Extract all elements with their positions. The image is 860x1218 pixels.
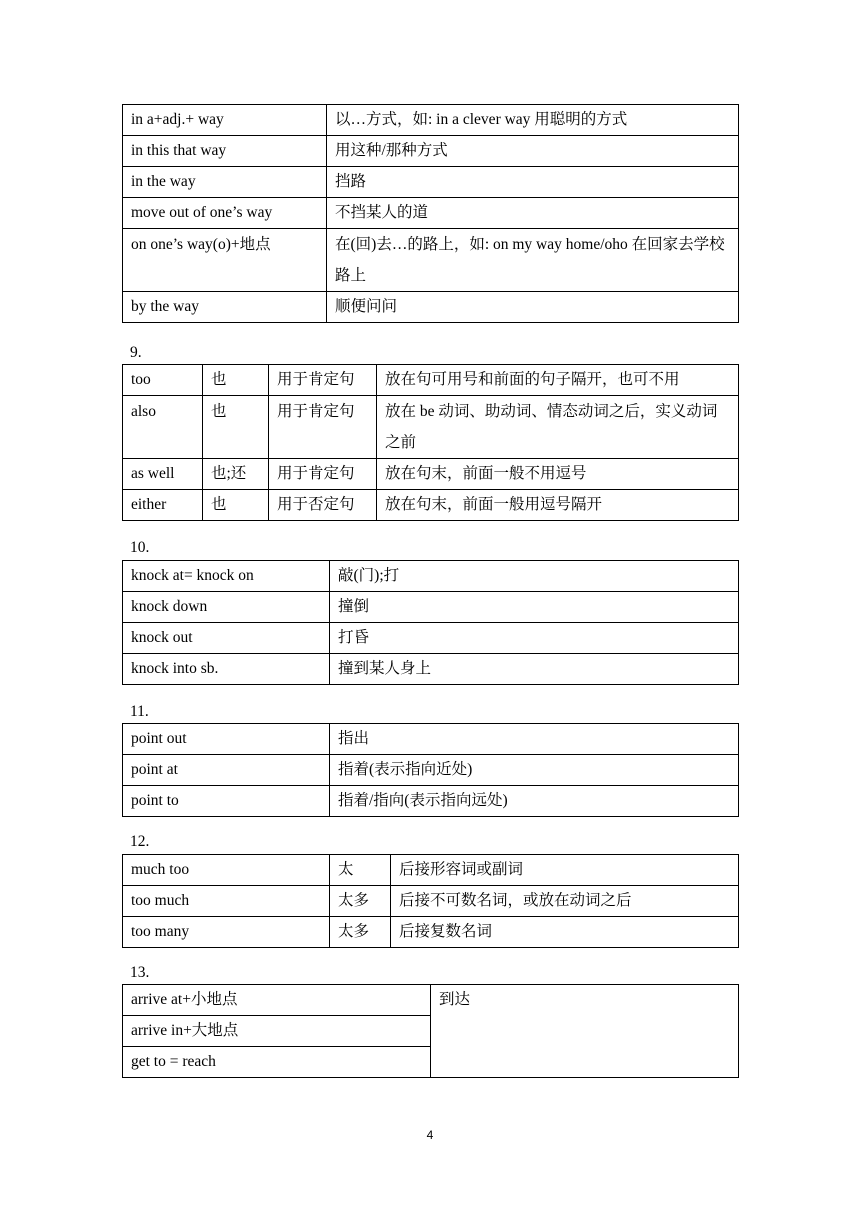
meaning-cell: 也 (203, 490, 269, 521)
term-cell: get to = reach (123, 1047, 431, 1078)
meaning-cell: 顺便问问 (327, 292, 739, 323)
term-cell: point at (123, 755, 330, 786)
usage-cell: 用于肯定句 (269, 459, 377, 490)
table-row (123, 917, 739, 948)
meaning-cell: 指出 (330, 724, 739, 755)
table-row (123, 490, 739, 521)
term-cell: also (123, 396, 203, 459)
note-cell: 放在句末，前面一般用逗号隔开 (377, 490, 739, 521)
section-number-9: 9. (130, 344, 142, 361)
table-point (122, 723, 739, 817)
section-number-10: 10. (130, 539, 150, 556)
table-knock (122, 560, 739, 685)
meaning-cell: 太多 (330, 886, 391, 917)
section-number-12: 12. (130, 833, 150, 850)
table-row (123, 229, 739, 292)
table-row (123, 855, 739, 886)
meaning-cell: 敲(门);打 (330, 561, 739, 592)
table-row (123, 985, 739, 1016)
term-cell: too (123, 365, 203, 396)
term-cell: on one’s way(o)+地点 (123, 229, 327, 292)
meaning-cell: 撞倒 (330, 592, 739, 623)
table-row (123, 167, 739, 198)
note-cell: 放在句末，前面一般不用逗号 (377, 459, 739, 490)
section-number-11: 11. (130, 703, 149, 720)
meaning-cell: 到达 (431, 985, 739, 1078)
usage-cell: 用于肯定句 (269, 396, 377, 459)
usage-cell: 用于否定句 (269, 490, 377, 521)
term-cell: by the way (123, 292, 327, 323)
term-cell: arrive in+大地点 (123, 1016, 431, 1047)
table-way (122, 104, 739, 323)
table-row (123, 396, 739, 459)
meaning-cell: 也 (203, 396, 269, 459)
usage-cell: 用于肯定句 (269, 365, 377, 396)
table-row (123, 136, 739, 167)
table-row (123, 755, 739, 786)
term-cell: in the way (123, 167, 327, 198)
term-cell: knock into sb. (123, 654, 330, 685)
note-cell: 放在句可用号和前面的句子隔开，也可不用 (377, 365, 739, 396)
table-row (123, 561, 739, 592)
table-row (123, 654, 739, 685)
meaning-cell: 指着/指向(表示指向远处) (330, 786, 739, 817)
term-cell: too much (123, 886, 330, 917)
table-arrive (122, 984, 739, 1078)
page-number: 4 (426, 1128, 434, 1142)
meaning-cell: 挡路 (327, 167, 739, 198)
term-cell: as well (123, 459, 203, 490)
term-cell: in this that way (123, 136, 327, 167)
table-row (123, 365, 739, 396)
meaning-cell: 撞到某人身上 (330, 654, 739, 685)
note-cell: 后接复数名词 (391, 917, 739, 948)
term-cell: knock at= knock on (123, 561, 330, 592)
table-row (123, 886, 739, 917)
table-much-many (122, 854, 739, 948)
term-cell: point to (123, 786, 330, 817)
meaning-cell: 指着(表示指向近处) (330, 755, 739, 786)
term-cell: point out (123, 724, 330, 755)
table-row (123, 786, 739, 817)
term-cell: either (123, 490, 203, 521)
table-row (123, 724, 739, 755)
term-cell: arrive at+小地点 (123, 985, 431, 1016)
note-cell: 放在 be 动词、助动词、情态动词之后，实义动词之前 (377, 396, 739, 459)
meaning-cell: 用这种/那种方式 (327, 136, 739, 167)
meaning-cell: 也 (203, 365, 269, 396)
meaning-cell: 打昏 (330, 623, 739, 654)
meaning-cell: 太多 (330, 917, 391, 948)
table-row (123, 592, 739, 623)
table-row (123, 105, 739, 136)
meaning-cell: 以…方式，如: in a clever way 用聪明的方式 (327, 105, 739, 136)
table-row (123, 198, 739, 229)
table-also-too (122, 364, 739, 521)
meaning-cell: 在(回)去…的路上，如: on my way home/oho 在回家去学校路上 (327, 229, 739, 292)
term-cell: in a+adj.+ way (123, 105, 327, 136)
meaning-cell: 也;还 (203, 459, 269, 490)
table-row (123, 623, 739, 654)
meaning-cell: 太 (330, 855, 391, 886)
term-cell: knock out (123, 623, 330, 654)
table-row (123, 459, 739, 490)
term-cell: too many (123, 917, 330, 948)
term-cell: much too (123, 855, 330, 886)
term-cell: move out of one’s way (123, 198, 327, 229)
table-row (123, 292, 739, 323)
note-cell: 后接形容词或副词 (391, 855, 739, 886)
meaning-cell: 不挡某人的道 (327, 198, 739, 229)
term-cell: knock down (123, 592, 330, 623)
section-number-13: 13. (130, 964, 150, 981)
note-cell: 后接不可数名词，或放在动词之后 (391, 886, 739, 917)
